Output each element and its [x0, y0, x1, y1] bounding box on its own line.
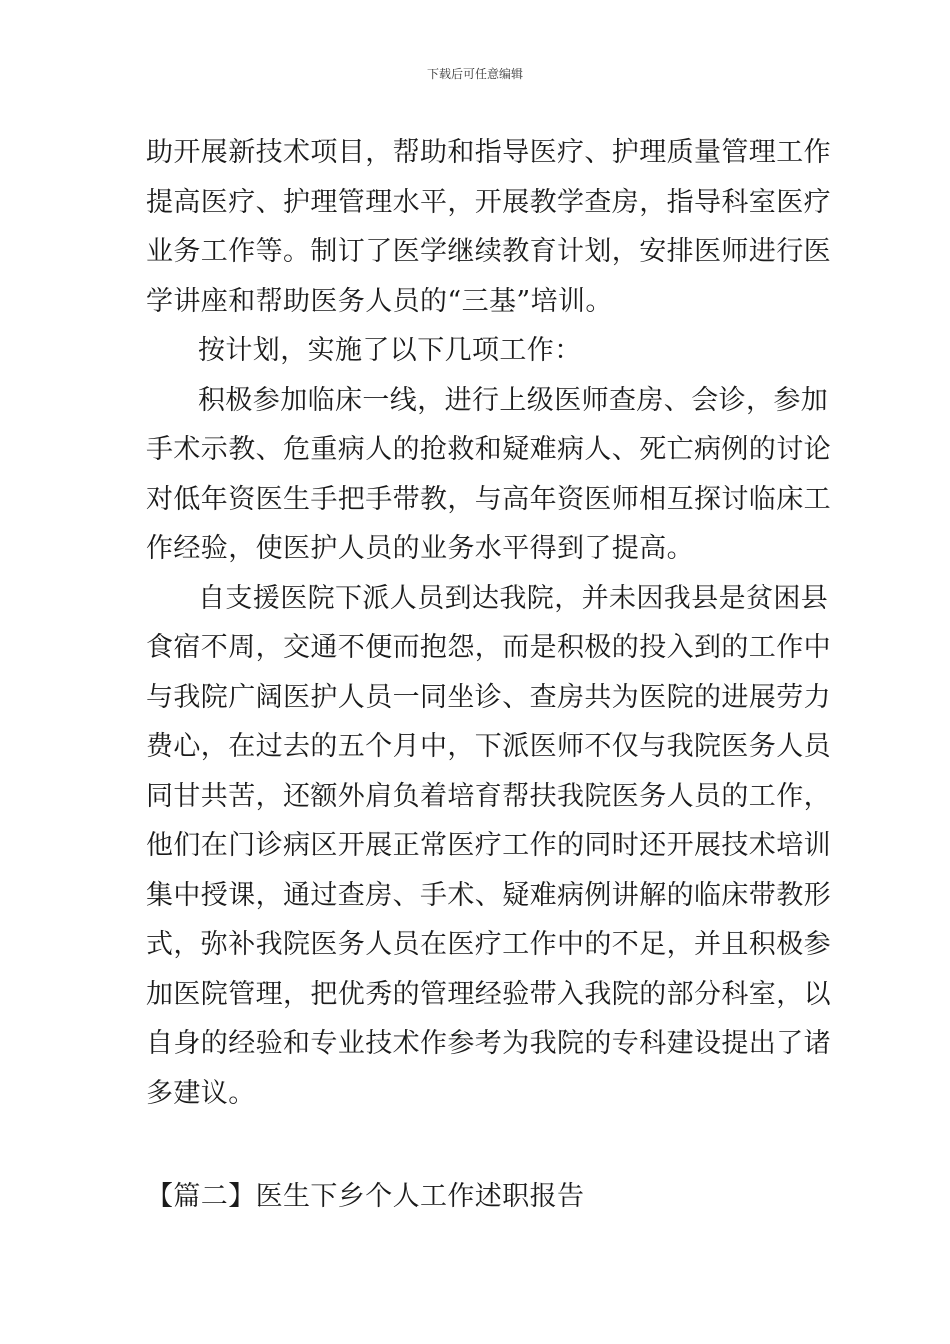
text-line: 多建议。	[146, 1077, 256, 1109]
text-line: 按计划，实施了以下几项工作：	[198, 335, 582, 366]
text-line: 自身的经验和专业技术作参考为我院的专科建设提出了诸	[146, 1028, 831, 1059]
text-line: 对低年资医生手把手带教，与高年资医师相互探讨临床工	[146, 483, 831, 515]
paragraph	[146, 326, 811, 376]
text-line: 学讲座和帮助医务人员的“三基”培训。	[146, 285, 613, 317]
text-line: 手术示教、危重病人的抢救和疑难病人、死亡病例的讨论	[146, 434, 831, 465]
document-body	[146, 128, 831, 1118]
text-line: 食宿不周，交通不便而抱怨，而是积极的投入到的工作中	[146, 632, 831, 663]
paragraph	[146, 128, 831, 326]
text-line: 加医院管理，把优秀的管理经验带入我院的部分科室，以	[146, 978, 831, 1010]
text-line: 作经验，使医护人员的业务水平得到了提高。	[146, 533, 694, 564]
text-line: 费心，在过去的五个月中，下派医师不仅与我院医务人员	[146, 731, 831, 762]
text-line: 自支援医院下派人员到达我院，并未因我县是贫困县	[198, 582, 829, 614]
text-line: 集中授课，通过查房、手术、疑难病例讲解的临床带教形	[146, 879, 831, 911]
text-line: 同甘共苦，还额外肩负着培育帮扶我院医务人员的工作，	[146, 780, 831, 812]
text-line: 式，弥补我院医务人员在医疗工作中的不足，并且积极参	[146, 929, 831, 960]
section-heading: 【篇二】医生下乡个人工作述职报告	[146, 1181, 585, 1212]
text-line: 他们在门诊病区开展正常医疗工作的同时还开展技术培训	[146, 830, 831, 861]
page-header-note: 下载后可任意编辑	[426, 67, 523, 81]
text-line: 提高医疗、护理管理水平，开展教学查房，指导科室医疗	[146, 186, 831, 218]
paragraph	[146, 376, 831, 574]
text-line: 与我院广阔医护人员一同坐诊、查房共为医院的进展劳力	[146, 681, 831, 713]
text-line: 助开展新技术项目，帮助和指导医疗、护理质量管理工作	[146, 137, 831, 168]
text-line: 积极参加临床一线，进行上级医师查房、会诊，参加	[198, 384, 829, 416]
paragraph	[146, 574, 831, 1119]
text-line: 业务工作等。制订了医学继续教育计划，安排医师进行医	[146, 236, 831, 267]
